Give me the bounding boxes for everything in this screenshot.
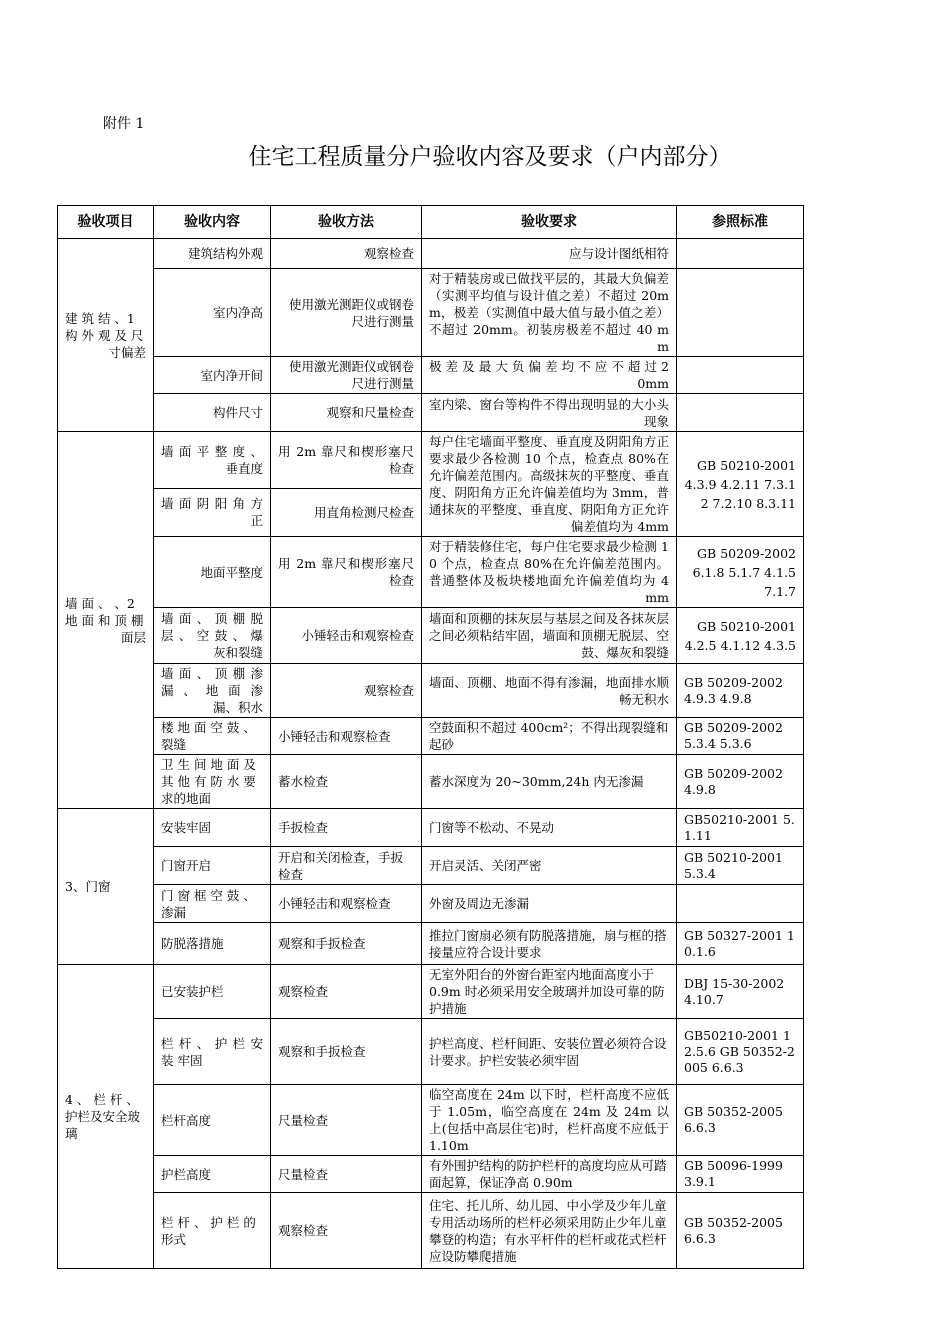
cell-method: 使用激光测距仪或钢卷尺进行测量 [271,269,422,357]
table-row [58,394,804,432]
cell-standard [677,885,804,923]
cell-standard [677,269,804,357]
cell-requirement: 外窗及周边无渗漏 [422,885,677,923]
table-row [58,965,804,1019]
cell-requirement: 对于精装房或已做找平层的，其最大负偏差（实测平均值与设计值之差）不超过 20mm，极差（实测值中最大值与最小值之差）不超过 20mm。初装房极差不超过 40 mm [422,269,677,357]
page-title: 住宅工程质量分户验收内容及要求（户内部分） [248,144,732,170]
header-standard: 参照标准 [677,206,804,239]
cell-standard [677,357,804,394]
table-row [58,755,804,809]
cell-standard: GB 50210-2001 5.3.4 [677,847,804,885]
cell-content: 栏杆高度 [154,1085,271,1156]
cell-requirement: 室内梁、窗台等构件不得出现明显的大小头现象 [422,394,677,432]
cell-content: 墙 面 阴 阳 角 方 正 [154,488,271,536]
header-content: 验收内容 [154,206,271,239]
cell-method: 观察检查 [271,664,422,718]
group-name: 3、门窗 [58,809,154,965]
header-item: 验收项目 [58,206,154,239]
cell-standard: DBJ 15-30-2002 4.10.7 [677,965,804,1019]
cell-requirement: 推拉门窗扇必须有防脱落措施，扇与框的搭接量应符合设计要求 [422,923,677,965]
table-row [58,923,804,965]
cell-requirement: 墙面和顶棚的抹灰层与基层之间及各抹灰层之间必须粘结牢固，墙面和顶棚无脱层、空鼓、爆灰和裂缝 [422,608,677,664]
cell-method: 用 2m 靠尺和楔形塞尺检查 [271,537,422,608]
table-row [58,608,804,664]
cell-method: 用 2m 靠尺和楔形塞尺检查 [271,432,422,489]
cell-method: 小锤轻击和观察检查 [271,718,422,755]
cell-requirement: 护栏高度、栏杆间距、安装位置必须符合设计要求。护栏安装必须牢固 [422,1019,677,1085]
table-row [58,432,804,489]
cell-standard: GB 50209-2002 5.3.4 5.3.6 [677,718,804,755]
table-header-row [58,206,804,239]
cell-method: 小锤轻击和观察检查 [271,885,422,923]
table-row [58,1193,804,1269]
cell-content: 已安装护栏 [154,965,271,1019]
table-row [58,809,804,847]
header-method: 验收方法 [271,206,422,239]
cell-standard: GB 50209-2002 4.9.8 [677,755,804,809]
acceptance-table [57,205,804,1269]
table-row [58,1019,804,1085]
cell-requirement: 住宅、托儿所、幼儿园、中小学及少年儿童专用活动场所的栏杆必须采用防止少年儿童攀登的构造；有水平杆件的栏杆或花式栏杆应设防攀爬措施 [422,1193,677,1269]
cell-requirement: 门窗等不松动、不晃动 [422,809,677,847]
cell-method: 观察检查 [271,239,422,269]
cell-requirement: 空鼓面积不超过 400cm²；不得出现裂缝和起砂 [422,718,677,755]
cell-standard: GB50210-2001 12.5.6 GB 50352-2005 6.6.3 [677,1019,804,1085]
cell-content: 安装牢固 [154,809,271,847]
cell-method: 观察和尺量检查 [271,394,422,432]
table-row [58,1085,804,1156]
cell-standard [677,394,804,432]
table-row [58,885,804,923]
cell-content: 卫 生 间 地 面 及 其 他 有 防 水 要 求的地面 [154,755,271,809]
cell-method: 小锤轻击和观察检查 [271,608,422,664]
cell-content: 墙 面 平 整 度 、 垂直度 [154,432,271,489]
cell-standard: GB 50327-2001 10.1.6 [677,923,804,965]
cell-standard: GB 50209-2002 6.1.8 5.1.7 4.1.5 7.1.7 [677,537,804,608]
cell-content: 室内净开间 [154,357,271,394]
cell-method: 观察检查 [271,1193,422,1269]
cell-method: 尺量检查 [271,1085,422,1156]
table-row [58,269,804,357]
table-row [58,537,804,608]
cell-requirement: 蓄水深度为 20~30mm,24h 内无渗漏 [422,755,677,809]
cell-content: 楼 地 面 空 鼓 、 裂缝 [154,718,271,755]
cell-content: 墙 面 、 顶 棚 脱 层 、 空 鼓 、 爆 灰和裂缝 [154,608,271,664]
cell-requirement: 应与设计图纸相符 [422,239,677,269]
cell-method: 开启和关闭检查，手扳检查 [271,847,422,885]
cell-content: 建筑结构外观 [154,239,271,269]
cell-content: 墙 面 、 顶 棚 渗 漏 、 地 面 渗 漏、积水 [154,664,271,718]
cell-method: 观察和手扳检查 [271,1019,422,1085]
cell-content: 门 窗 框 空 鼓 、 渗漏 [154,885,271,923]
cell-content: 构件尺寸 [154,394,271,432]
cell-standard [677,239,804,269]
cell-content: 室内净高 [154,269,271,357]
cell-standard: GB 50209-2002 4.9.3 4.9.8 [677,664,804,718]
cell-requirement: 有外围护结构的防护栏杆的高度均应从可踏面起算，保证净高 0.90m [422,1156,677,1193]
cell-method: 观察检查 [271,965,422,1019]
cell-content: 栏 杆 、 护 栏 安 装 牢固 [154,1019,271,1085]
group-name: 建 筑 结 、1 构 外 观 及 尺 寸偏差 [58,239,154,432]
cell-content: 栏 杆 、 护 栏 的 形式 [154,1193,271,1269]
cell-standard: GB 50352-2005 6.6.3 [677,1193,804,1269]
table-row [58,847,804,885]
cell-content: 防脱落措施 [154,923,271,965]
cell-standard: GB 50210-2001 4.2.5 4.1.12 4.3.5 [677,608,804,664]
cell-method: 用直角检测尺检查 [271,488,422,536]
cell-method: 手扳检查 [271,809,422,847]
cell-content: 护栏高度 [154,1156,271,1193]
cell-method: 观察和手扳检查 [271,923,422,965]
cell-requirement: 开启灵活、关闭严密 [422,847,677,885]
cell-requirement: 墙面、顶棚、地面不得有渗漏，地面排水顺畅无积水 [422,664,677,718]
header-requirement: 验收要求 [422,206,677,239]
table-row [58,1156,804,1193]
cell-standard: GB 50096-1999 3.9.1 [677,1156,804,1193]
cell-requirement: 每户住宅墙面平整度、垂直度及阴阳角方正要求最少各检测 10 个点，检查点 80%在允许偏差范围内。高级抹灰的平整度、垂直度、阴阳角方正允许偏差值均为 3mm，普通抹灰的平整度、垂直度、阴阳角方正允许偏差值均为 4mm [422,432,677,537]
table-row [58,718,804,755]
cell-requirement: 对于精装修住宅，每户住宅要求最少检测 10 个点，检查点 80%在允许偏差范围内。普通整体及板块楼地面允许偏差值均为 4 mm [422,537,677,608]
cell-content: 地面平整度 [154,537,271,608]
cell-standard: GB 50352-2005 6.6.3 [677,1085,804,1156]
group-name: 4 、 栏 杆 、 护栏及安全玻璃 [58,965,154,1269]
cell-standard: GB 50210-2001 4.3.9 4.2.11 7.3.12 7.2.10 8.3.11 [677,432,804,537]
cell-requirement: 极 差 及 最 大 负 偏 差 均 不 应 不 超 过 20mm [422,357,677,394]
cell-standard: GB50210-2001 5.1.11 [677,809,804,847]
table-row [58,239,804,269]
cell-requirement: 无室外阳台的外窗台距室内地面高度小于 0.9m 时必须采用安全玻璃并加设可靠的防护措施 [422,965,677,1019]
cell-method: 尺量检查 [271,1156,422,1193]
attachment-label: 附件 1 [103,116,145,132]
table-row [58,357,804,394]
table-row [58,664,804,718]
cell-method: 蓄水检查 [271,755,422,809]
cell-content: 门窗开启 [154,847,271,885]
cell-method: 使用激光测距仪或钢卷尺进行测量 [271,357,422,394]
cell-requirement: 临空高度在 24m 以下时，栏杆高度不应低于 1.05m，临空高度在 24m 及 24m 以上(包括中高层住宅)时，栏杆高度不应低于 1.10m [422,1085,677,1156]
group-name: 墙 面 、 、2 地 面 和 顶 棚 面层 [58,432,154,809]
